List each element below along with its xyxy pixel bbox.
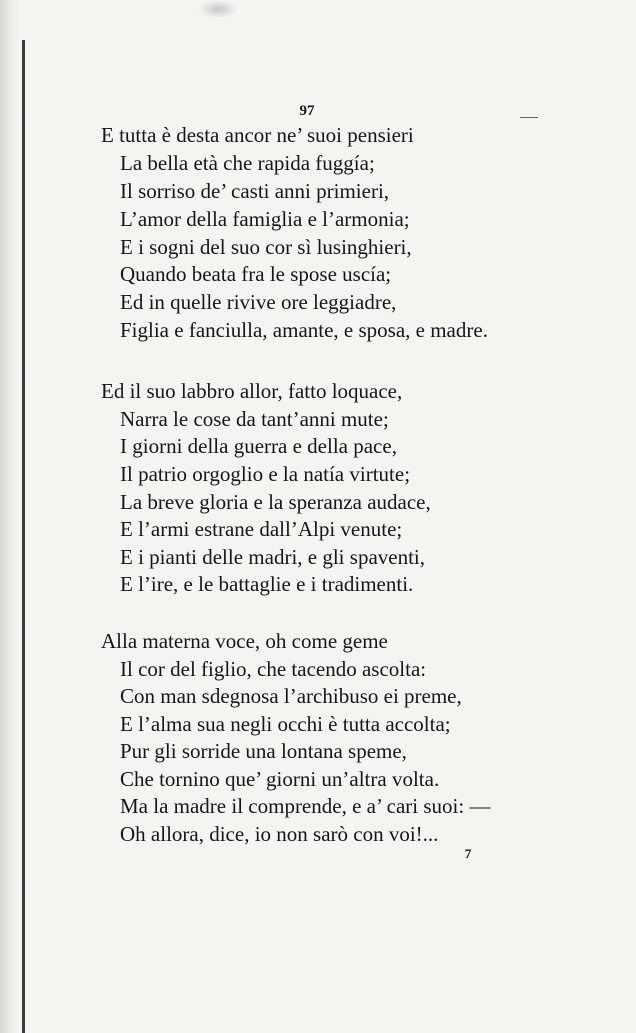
- verse-line: E l’ire, e le battaglie e i tradimenti.: [120, 572, 414, 596]
- margin-mark: [520, 117, 538, 118]
- verse-line: I giorni della guerra e della pace,: [120, 434, 397, 458]
- verse-line: Narra le cose da tant’anni mute;: [120, 407, 389, 431]
- verse-line: Ma la madre il comprende, e a’ cari suoi: —: [120, 794, 491, 818]
- verse-line: Ed in quelle rivive ore leggiadre,: [120, 290, 397, 314]
- page-binding-shadow: [0, 0, 20, 1033]
- verse-line: E l’alma sua negli occhi è tutta accolta;: [120, 712, 451, 736]
- verse-line: Quando beata fra le spose uscía;: [120, 262, 392, 286]
- verse-line: E i sogni del suo cor sì lusinghieri,: [120, 235, 412, 259]
- page-binding-edge: [22, 40, 25, 1033]
- verse-line: Pur gli sorride una lontana speme,: [120, 739, 407, 763]
- verse-line: Il sorriso de’ casti anni primieri,: [120, 179, 390, 203]
- ink-smudge: [198, 0, 238, 18]
- signature-mark: 7: [464, 846, 472, 861]
- verse-line: La bella età che rapida fuggía;: [120, 151, 375, 175]
- verse-line: Figlia e fanciulla, amante, e sposa, e madre.: [120, 318, 488, 342]
- verse-line: Ed il suo labbro allor, fatto loquace,: [101, 379, 403, 403]
- verse-line: E tutta è desta ancor ne’ suoi pensieri: [101, 123, 414, 147]
- verse-line: La breve gloria e la speranza audace,: [120, 490, 431, 514]
- verse-line: L’amor della famiglia e l’armonia;: [120, 207, 410, 231]
- verse-line: Che tornino que’ giorni un’altra volta.: [120, 767, 440, 791]
- verse-line: E i pianti delle madri, e gli spaventi,: [120, 545, 426, 569]
- verse-line: E l’armi estrane dall’Alpi venute;: [120, 517, 403, 541]
- verse-line: Il patrio orgoglio e la natía virtute;: [120, 462, 411, 486]
- verse-line: Alla materna voce, oh come geme: [101, 629, 388, 653]
- verse-line: Con man sdegnosa l’archibuso ei preme,: [120, 684, 462, 708]
- verse-line: Oh allora, dice, io non sarò con voi!...: [120, 822, 439, 846]
- page-number: 97: [299, 103, 315, 119]
- verse-line: Il cor del figlio, che tacendo ascolta:: [120, 657, 427, 681]
